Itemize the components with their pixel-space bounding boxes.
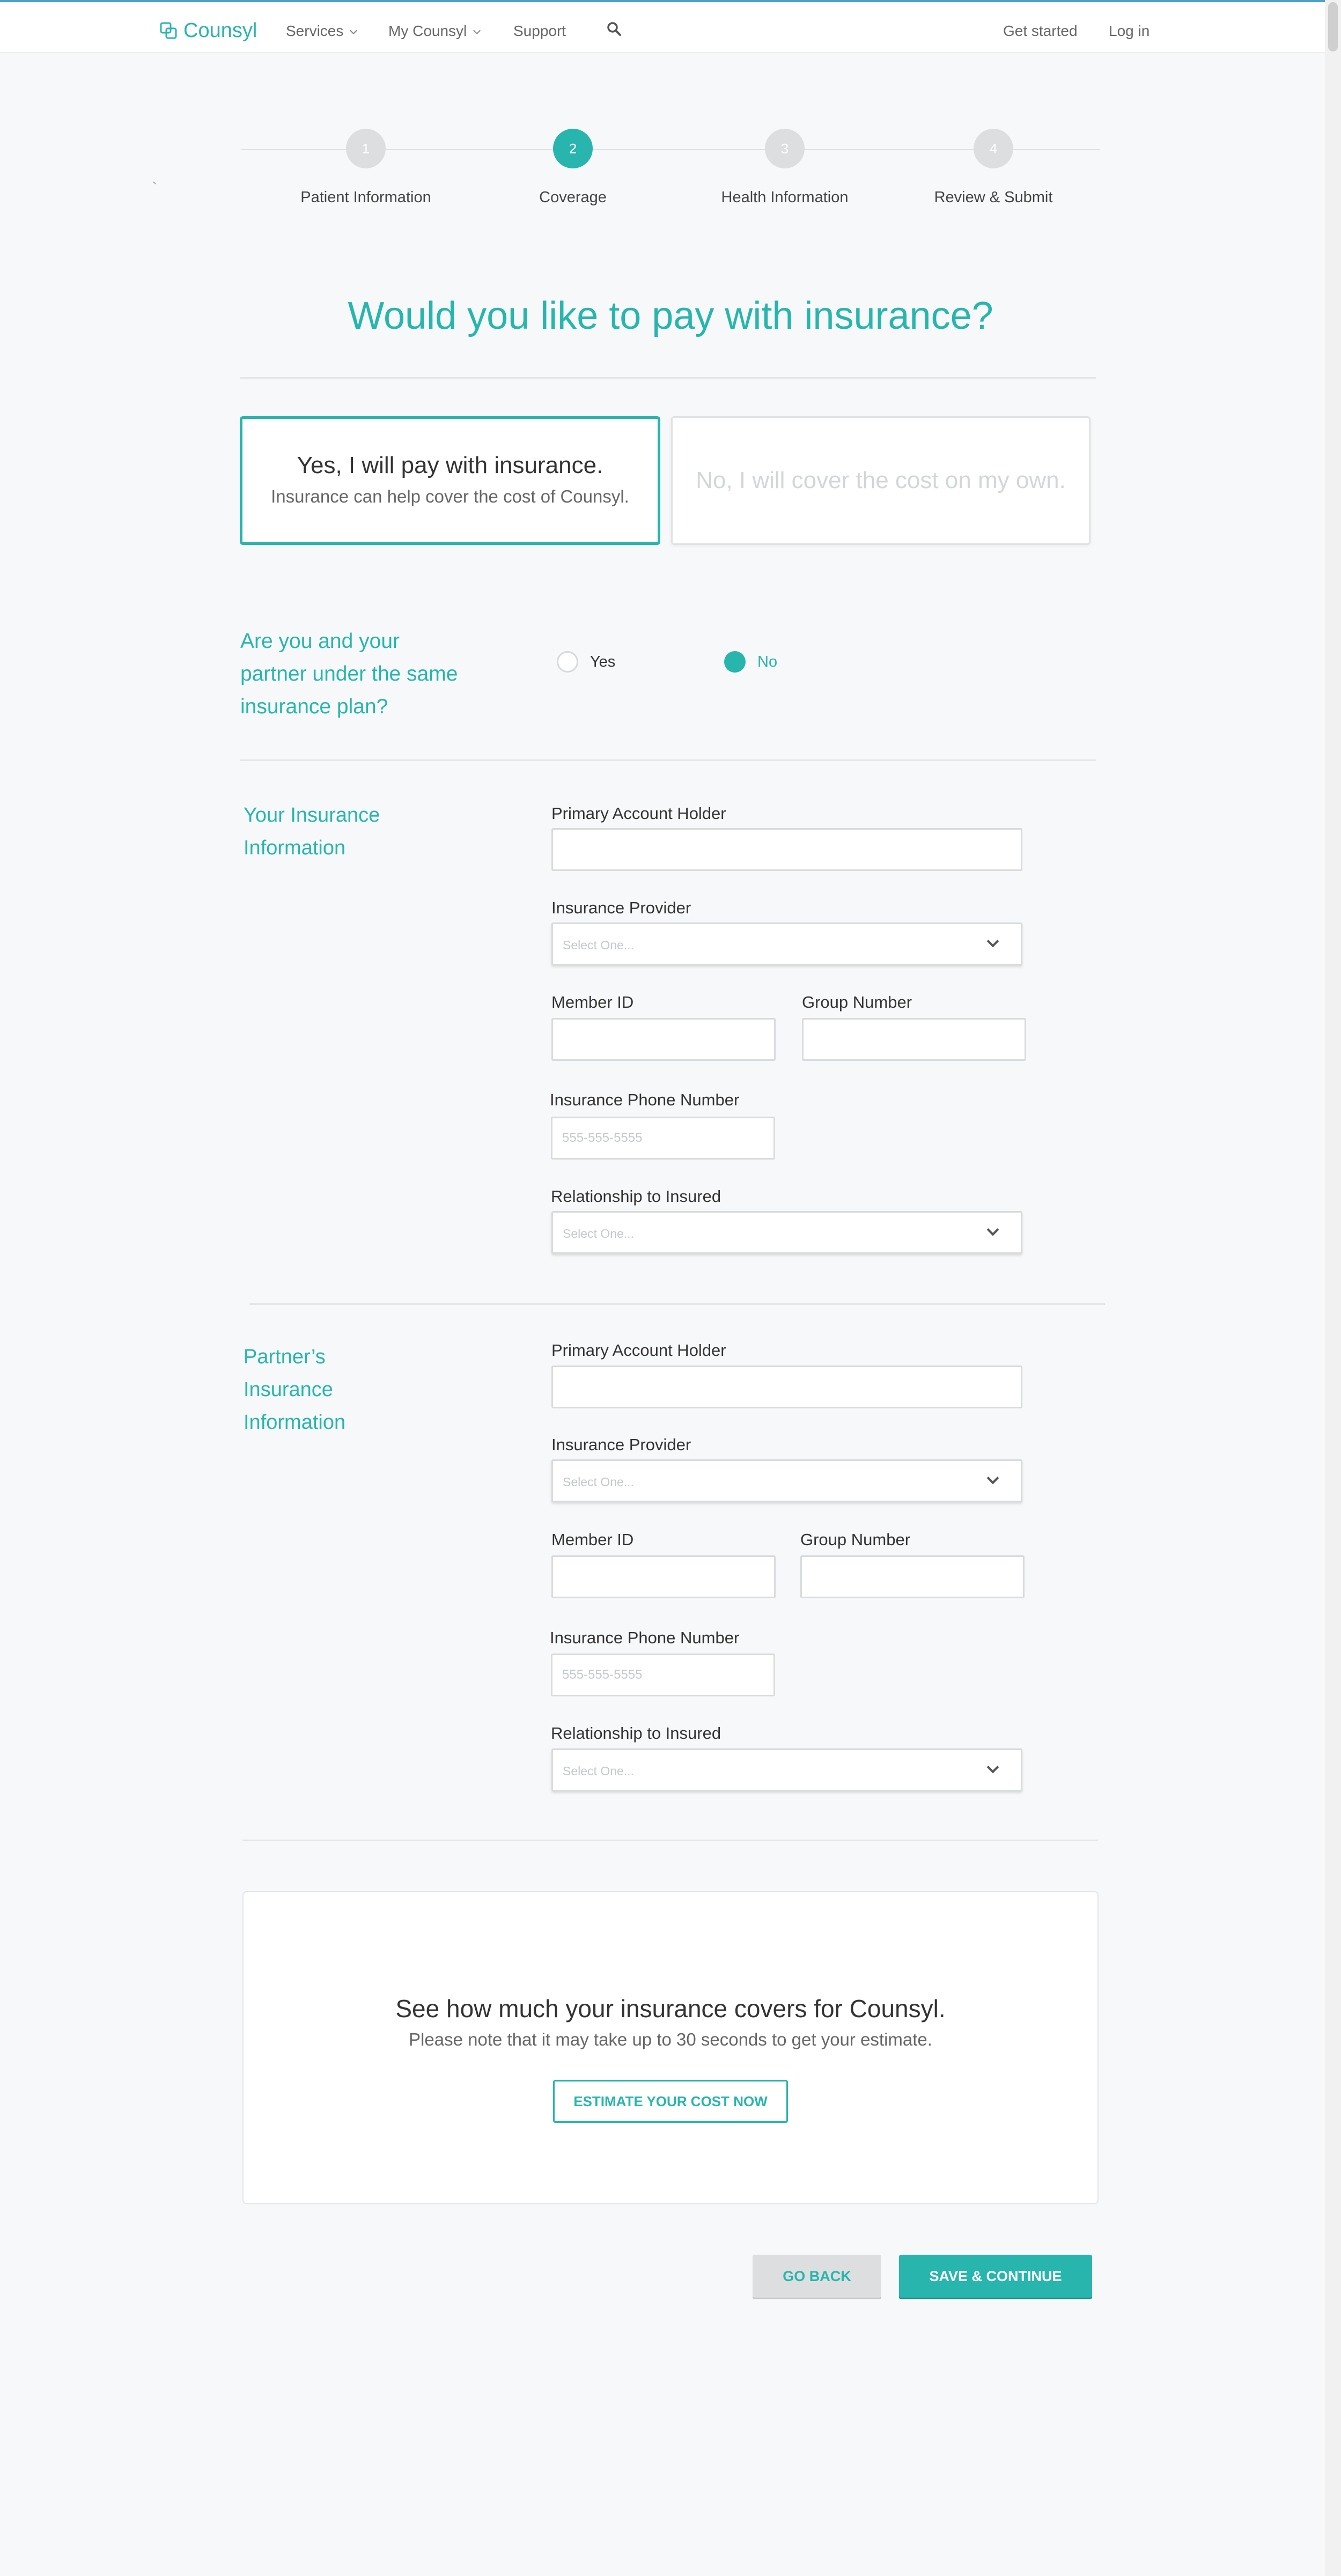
same-plan-question: Are you and your partner under the same insurance plan? — [240, 630, 458, 718]
search-icon[interactable] — [607, 21, 622, 40]
logo[interactable] — [160, 19, 257, 42]
nav-my-counsyl-label: My Counsyl — [388, 23, 467, 39]
progress-step — [886, 129, 1101, 206]
partner-primary-account-holder-label: Primary Account Holder — [551, 1341, 726, 1360]
nav-services[interactable] — [286, 23, 356, 40]
nav-log-in[interactable]: Log in — [1109, 23, 1150, 39]
top-navbar — [0, 2, 1325, 53]
chevron-down-icon — [350, 27, 357, 34]
self-pay-option[interactable] — [671, 416, 1091, 545]
nav-support[interactable]: Support — [513, 23, 566, 39]
logo-text: Counsyl — [183, 19, 257, 42]
partner-relationship-label: Relationship to Insured — [551, 1724, 721, 1743]
partner-member-id-input[interactable] — [551, 1555, 776, 1598]
partner-member-id-label: Member ID — [551, 1530, 634, 1549]
partner-insurance-provider-value: Select One... — [563, 1475, 634, 1489]
partner-insurance-provider-select[interactable] — [551, 1459, 1022, 1502]
insurance-provider-value: Select One... — [563, 938, 634, 952]
partner-relationship-value: Select One... — [563, 1764, 634, 1778]
counsyl-logo-icon — [160, 22, 178, 40]
partner-insurance-phone-label: Insurance Phone Number — [550, 1628, 740, 1647]
progress-step — [466, 129, 680, 206]
nav-services-label: Services — [286, 23, 344, 39]
relationship-label: Relationship to Insured — [551, 1187, 721, 1206]
nav-my-counsyl[interactable] — [388, 23, 480, 40]
step-label: Patient Information — [300, 189, 431, 206]
progress-step — [259, 129, 473, 206]
page-title: Would you like to pay with insurance? — [348, 294, 993, 337]
member-id-input[interactable] — [551, 1018, 776, 1061]
pay-with-insurance-option[interactable] — [240, 416, 660, 545]
your-insurance-title: Your Insurance Information — [244, 804, 380, 859]
pay-with-insurance-title: Yes, I will pay with insurance. — [297, 452, 603, 478]
divider — [249, 1303, 1105, 1305]
step-number: 4 — [974, 129, 1013, 168]
primary-account-holder-input[interactable] — [551, 828, 1022, 871]
stray-mark — [153, 181, 156, 184]
scrollbar[interactable] — [1325, 0, 1341, 2576]
member-id-label: Member ID — [551, 993, 634, 1012]
insurance-provider-label: Insurance Provider — [551, 898, 691, 917]
partner-relationship-select[interactable] — [551, 1748, 1022, 1791]
same-plan-yes-radio[interactable] — [557, 651, 615, 673]
step-label: Health Information — [721, 189, 849, 206]
partner-group-number-label: Group Number — [800, 1530, 911, 1549]
group-number-input[interactable] — [802, 1018, 1026, 1061]
divider — [240, 759, 1096, 761]
save-continue-button[interactable]: SAVE & CONTINUE — [899, 2255, 1092, 2298]
estimate-cost-button[interactable]: ESTIMATE YOUR COST NOW — [553, 2080, 788, 2123]
same-plan-no-radio[interactable] — [724, 651, 777, 673]
chevron-down-icon — [987, 1472, 999, 1485]
step-number: 2 — [553, 129, 593, 168]
pay-with-insurance-subtitle: Insurance can help cover the cost of Counsyl. — [271, 486, 629, 506]
step-label: Review & Submit — [934, 189, 1053, 206]
progress-step — [677, 129, 892, 206]
step-label: Coverage — [539, 189, 607, 206]
partner-primary-account-holder-input[interactable] — [551, 1365, 1022, 1408]
go-back-button[interactable]: GO BACK — [753, 2255, 881, 2298]
divider — [240, 377, 1096, 379]
insurance-phone-label: Insurance Phone Number — [550, 1090, 740, 1109]
group-number-label: Group Number — [802, 993, 912, 1012]
divider — [242, 1840, 1098, 1841]
chevron-down-icon — [987, 1224, 999, 1236]
partner-group-number-input[interactable] — [800, 1555, 1025, 1598]
step-number: 3 — [765, 129, 805, 168]
partner-insurance-provider-label: Insurance Provider — [551, 1435, 691, 1454]
chevron-down-icon — [473, 27, 481, 34]
partner-insurance-phone-input[interactable] — [551, 1654, 775, 1696]
step-number: 1 — [346, 129, 386, 168]
estimate-title: See how much your insurance covers for Counsyl. — [395, 1995, 946, 2023]
relationship-value: Select One... — [563, 1227, 634, 1241]
scrollbar-thumb[interactable] — [1328, 2, 1338, 51]
partner-insurance-title: Partner’s Insurance Information — [244, 1346, 346, 1434]
insurance-phone-input[interactable] — [551, 1117, 775, 1160]
insurance-provider-select[interactable] — [551, 922, 1022, 965]
chevron-down-icon — [987, 1761, 999, 1774]
radio-yes-label: Yes — [590, 653, 616, 670]
radio-yes-indicator — [557, 651, 578, 673]
radio-no-indicator — [724, 651, 746, 673]
nav-get-started[interactable]: Get started — [1003, 23, 1078, 39]
relationship-select[interactable] — [551, 1211, 1022, 1254]
self-pay-title: No, I will cover the cost on my own. — [696, 467, 1066, 493]
chevron-down-icon — [987, 935, 999, 948]
primary-account-holder-label: Primary Account Holder — [551, 804, 726, 823]
estimate-card — [242, 1891, 1099, 2204]
estimate-note: Please note that it may take up to 30 seconds to get your estimate. — [409, 2029, 932, 2049]
radio-no-label: No — [757, 653, 778, 670]
